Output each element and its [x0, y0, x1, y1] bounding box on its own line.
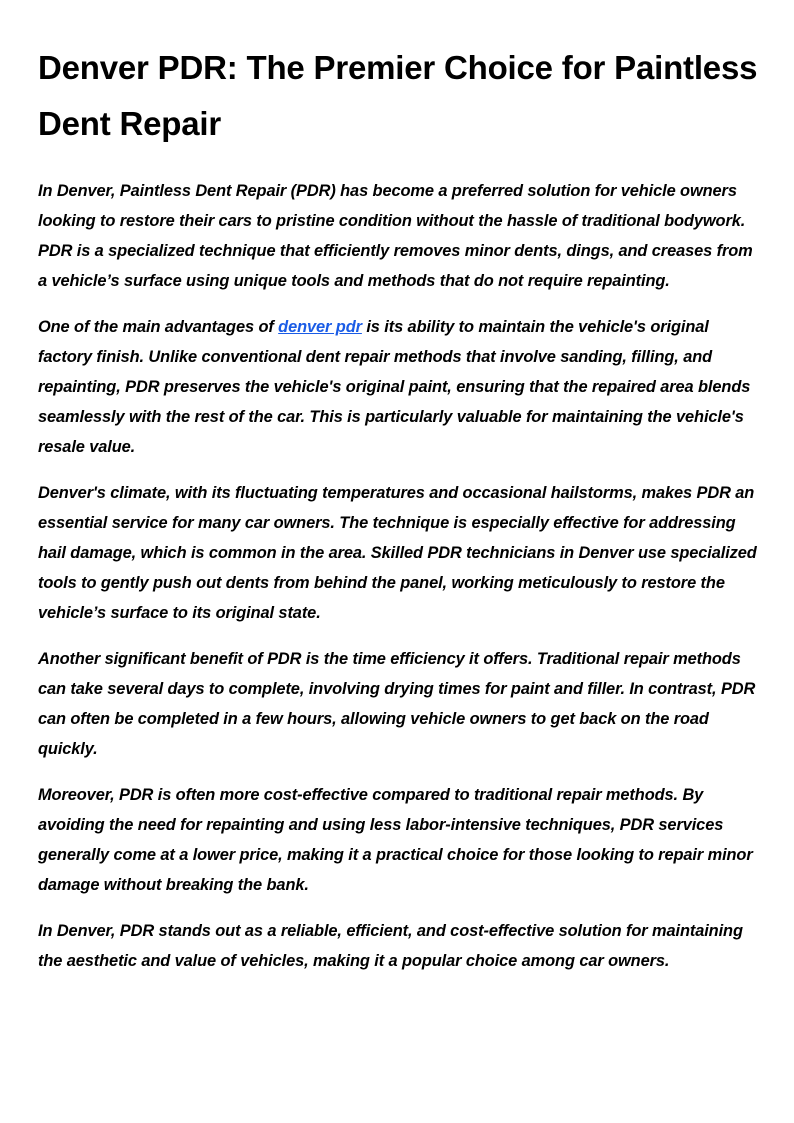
- paragraph-text: is its ability to maintain the vehicle's original factory finish. Unlike conventional dent repair methods that involve sanding, filling, and repainting, PDR preserves the vehicle's original paint, ensuring that the repaired area blends seamlessly with the rest of the car. This is particularly valuable for maintaining the vehicle's resale value.: [38, 318, 751, 456]
- paragraph-conclusion: In Denver, PDR stands out as a reliable, efficient, and cost-effective solution for maintaining the aesthetic and value of vehicles, making it a popular choice among car owners.: [38, 922, 743, 970]
- paragraph-text: One of the main advantages of: [38, 318, 279, 336]
- paragraph-intro: In Denver, Paintless Dent Repair (PDR) has become a preferred solution for vehicle owners looking to restore their cars to pristine condition without the hassle of traditional bodywork. PDR is a specialized technique that efficiently removes minor dents, dings, and creases from a vehicle’s surface using unique tools and methods that do not require repainting.: [38, 182, 753, 290]
- paragraph-advantages: [38, 312, 760, 462]
- paragraph-cost: Moreover, PDR is often more cost-effective compared to traditional repair methods. By avoiding the need for repainting and using less labor-intensive techniques, PDR services generally come at a lower price, making it a practical choice for those looking to repair minor damage without breaking the bank.: [38, 786, 753, 894]
- paragraph-climate: Denver's climate, with its fluctuating temperatures and occasional hailstorms, makes PDR an essential service for many car owners. The technique is especially effective for addressing hail damage, which is common in the area. Skilled PDR technicians in Denver use specialized tools to gently push out dents from behind the panel, working meticulously to restore the vehicle’s surface to its original state.: [38, 484, 757, 622]
- page-title: Denver PDR: The Premier Choice for Paintless Dent Repair: [38, 49, 758, 142]
- paragraph-time: Another significant benefit of PDR is the time efficiency it offers. Traditional repair methods can take several days to complete, involving drying times for paint and filler. In contrast, PDR can often be completed in a few hours, allowing vehicle owners to get back on the road quickly.: [38, 650, 756, 758]
- article: [38, 40, 760, 992]
- denver-pdr-link[interactable]: denver pdr: [278, 318, 362, 336]
